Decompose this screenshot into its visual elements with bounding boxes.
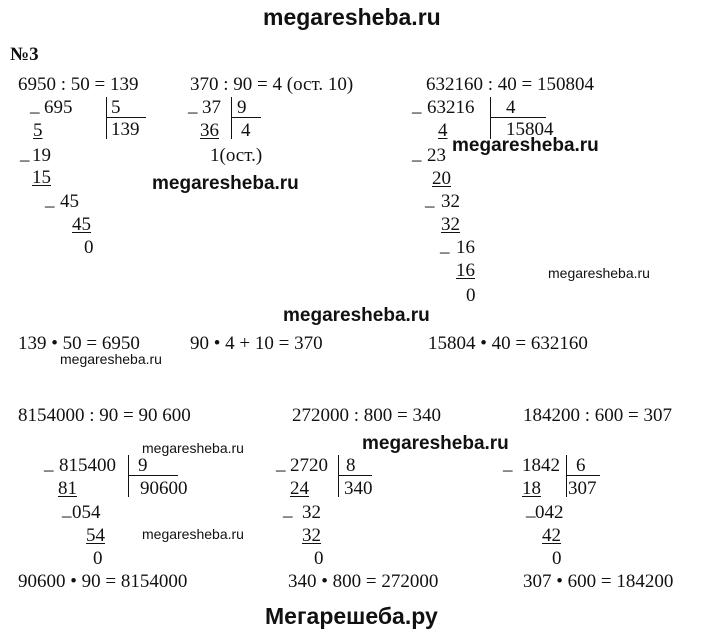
step: 32 — [441, 214, 460, 235]
page-header: megaresheba.ru — [263, 4, 441, 30]
division-bar-horizontal — [490, 117, 546, 118]
division-bar-horizontal — [231, 117, 261, 118]
equation-2: 370 : 90 = 4 (ост. 10) — [190, 74, 354, 95]
watermark: megaresheba.ru — [142, 526, 244, 542]
minus-sign: _ — [412, 143, 422, 164]
minus-sign: _ — [30, 95, 40, 116]
quotient: 139 — [111, 119, 140, 140]
check-3: 15804 • 40 = 632160 — [428, 333, 588, 354]
divisor: 9 — [138, 455, 148, 476]
minus-sign: _ — [440, 235, 450, 256]
equation-3: 632160 : 40 = 150804 — [426, 74, 594, 95]
division-bar-vertical — [566, 455, 567, 497]
minus-sign: _ — [503, 453, 513, 474]
step: 054 — [72, 502, 101, 523]
equation-5: 272000 : 800 = 340 — [292, 405, 441, 426]
quotient: 340 — [344, 478, 373, 499]
quotient: 15804 — [506, 119, 554, 140]
dividend: 815400 — [59, 455, 116, 476]
step: 16 — [456, 237, 475, 258]
division-bar-vertical — [231, 97, 232, 139]
step: 4 — [438, 120, 448, 141]
division-bar-vertical — [128, 455, 129, 497]
remainder: 1(ост.) — [210, 145, 263, 166]
watermark: megaresheba.ru — [548, 265, 650, 281]
division-bar-vertical — [338, 455, 339, 497]
step: 0 — [552, 548, 562, 569]
check-2: 90 • 4 + 10 = 370 — [190, 333, 323, 354]
step: 20 — [432, 168, 451, 189]
watermark: megaresheba.ru — [60, 351, 162, 367]
division-bar-horizontal — [338, 475, 372, 476]
dividend: 1842 — [522, 455, 560, 476]
step: 32 — [441, 191, 460, 212]
minus-sign: _ — [283, 499, 293, 520]
quotient: 307 — [568, 478, 597, 499]
check-4: 90600 • 90 = 8154000 — [18, 571, 188, 592]
step: 24 — [290, 478, 309, 499]
watermark: megaresheba.ru — [362, 433, 509, 454]
minus-sign: _ — [20, 143, 30, 164]
minus-sign: _ — [526, 499, 536, 520]
step: 042 — [535, 502, 564, 523]
step: 5 — [33, 120, 43, 141]
minus-sign: _ — [425, 189, 435, 210]
dividend: 2720 — [290, 455, 328, 476]
minus-sign: _ — [44, 453, 54, 474]
step: 45 — [60, 191, 79, 212]
minus-sign: _ — [276, 453, 286, 474]
problem-label: №3 — [10, 44, 39, 65]
dividend: 695 — [44, 97, 73, 118]
watermark: megaresheba.ru — [283, 305, 430, 326]
watermark: megaresheba.ru — [142, 440, 244, 456]
step: 54 — [86, 525, 105, 546]
check-1: 139 • 50 = 6950 — [18, 333, 140, 354]
divisor: 6 — [576, 455, 586, 476]
dividend: 63216 — [427, 97, 475, 118]
equation-1: 6950 : 50 = 139 — [18, 74, 139, 95]
step: 18 — [522, 478, 541, 499]
step: 32 — [302, 502, 321, 523]
minus-sign: _ — [412, 95, 422, 116]
step: 0 — [314, 548, 324, 569]
division-bar-vertical — [106, 97, 107, 139]
step: 0 — [84, 237, 94, 258]
step: 45 — [72, 214, 91, 235]
step: 42 — [542, 525, 561, 546]
step: 0 — [93, 548, 103, 569]
watermark: megaresheba.ru — [452, 135, 599, 156]
division-bar-horizontal — [106, 117, 146, 118]
divisor: 9 — [237, 97, 247, 118]
divisor: 4 — [506, 97, 516, 118]
divisor: 8 — [346, 455, 356, 476]
step: 23 — [427, 145, 446, 166]
step: 81 — [58, 478, 77, 499]
watermark: megaresheba.ru — [152, 173, 299, 194]
divisor: 5 — [111, 97, 121, 118]
page-footer: Мегарешеба.ру — [265, 603, 438, 629]
step: 15 — [32, 167, 51, 188]
division-bar-horizontal — [128, 475, 178, 476]
quotient: 90600 — [140, 478, 188, 499]
quotient: 4 — [241, 120, 251, 141]
division-bar-vertical — [490, 97, 491, 139]
dividend: 37 — [202, 97, 221, 118]
equation-6: 184200 : 600 = 307 — [523, 405, 672, 426]
equation-4: 8154000 : 90 = 90 600 — [18, 405, 191, 426]
step: 19 — [32, 145, 51, 166]
step: 0 — [466, 285, 476, 306]
step: 32 — [302, 525, 321, 546]
check-5: 340 • 800 = 272000 — [288, 571, 439, 592]
step: 36 — [200, 120, 219, 141]
minus-sign: _ — [62, 499, 72, 520]
step: 16 — [456, 260, 475, 281]
division-bar-horizontal — [566, 475, 600, 476]
minus-sign: _ — [188, 95, 198, 116]
check-6: 307 • 600 = 184200 — [523, 571, 674, 592]
minus-sign: _ — [45, 189, 55, 210]
